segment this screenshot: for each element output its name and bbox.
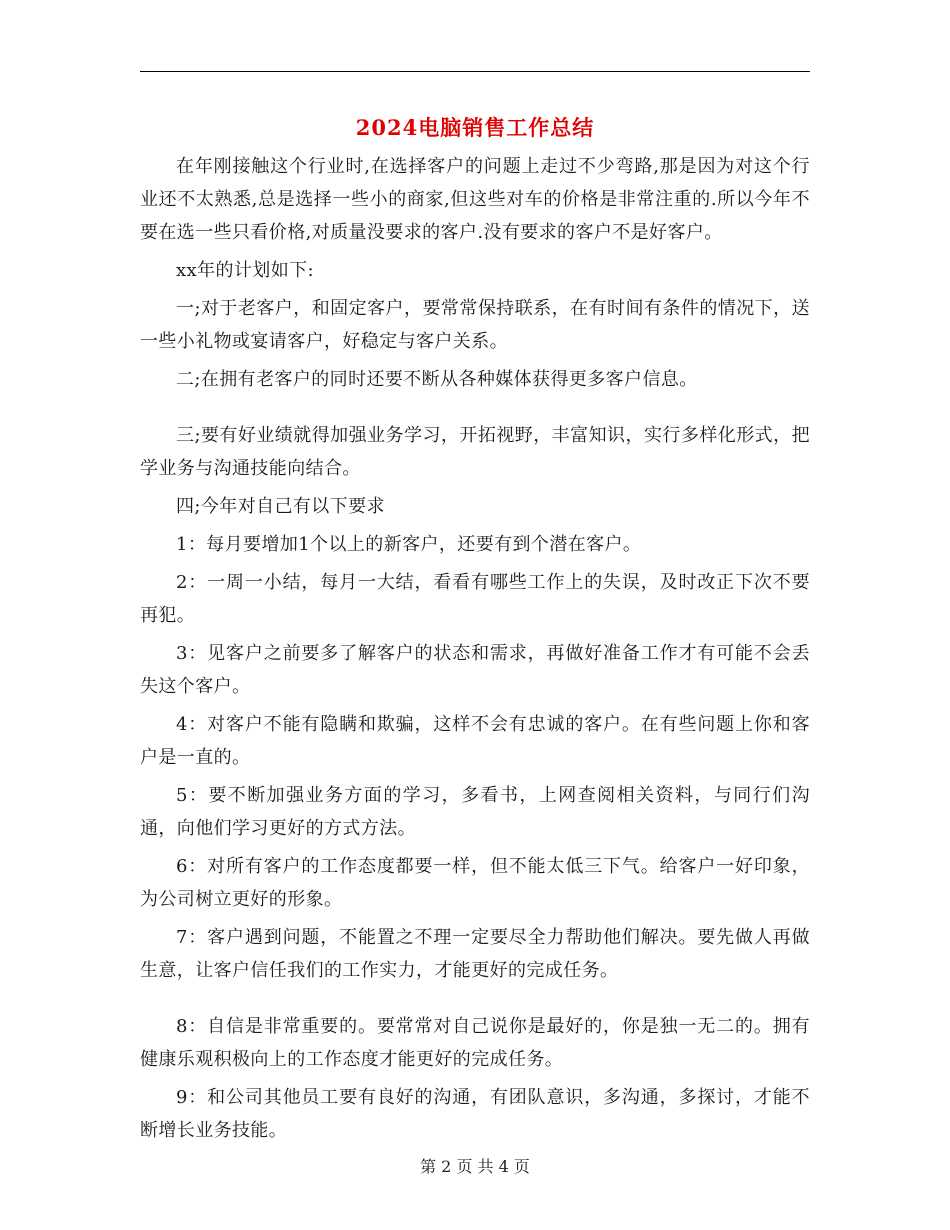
paragraph-plan-3: 三;要有好业绩就得加强业务学习，开拓视野，丰富知识，实行多样化形式，把学业务与沟通技能向结合。	[140, 425, 810, 479]
paragraph-plan-4: 四;今年对自己有以下要求	[176, 496, 385, 517]
paragraph-req-5: 5：要不断加强业务方面的学习，多看书，上网查阅相关资料，与同行们沟通，向他们学习更好的方式方法。	[140, 785, 810, 839]
paragraph-plan-1: 一;对于老客户，和固定客户，要常常保持联系，在有时间有条件的情况下，送一些小礼物或宴请客户，好稳定与客户关系。	[140, 298, 810, 352]
paragraph-plan-heading: xx年的计划如下:	[176, 260, 314, 281]
document-title: 2024电脑销售工作总结	[355, 115, 595, 140]
paragraph-req-8: 8：自信是非常重要的。要常常对自己说你是最好的，你是独一无二的。拥有健康乐观积极向上的工作态度才能更好的完成任务。	[140, 1016, 810, 1070]
paragraph-req-6: 6：对所有客户的工作态度都要一样，但不能太低三下气。给客户一好印象，为公司树立更好的形象。	[140, 856, 810, 910]
paragraph-req-3: 3：见客户之前要多了解客户的状态和需求，再做好准备工作才有可能不会丢失这个客户。	[140, 643, 810, 697]
paragraph-req-1: 1：每月要增加1个以上的新客户，还要有到个潜在客户。	[176, 534, 642, 555]
paragraph-plan-2: 二;在拥有老客户的同时还要不断从各种媒体获得更多客户信息。	[176, 369, 698, 390]
paragraph-req-9: 9：和公司其他员工要有良好的沟通，有团队意识，多沟通，多探讨，才能不断增长业务技能。	[140, 1087, 810, 1141]
document-body	[140, 150, 810, 1152]
paragraph-req-2: 2：一周一小结，每月一大结，看看有哪些工作上的失误，及时改正下次不要再犯。	[140, 572, 810, 626]
paragraph-intro: 在年刚接触这个行业时,在选择客户的问题上走过不少弯路,那是因为对这个行业还不太熟悉,总是选择一些小的商家,但这些对车的价格是非常注重的.所以今年不要在选一些只看价格,对质量没要求的客户.没有要求的客户不是好客户。	[140, 156, 810, 243]
page-number-footer: 第 2 页 共 4 页	[420, 1157, 530, 1176]
paragraph-req-7: 7：客户遇到问题，不能置之不理一定要尽全力帮助他们解决。要先做人再做生意，让客户信任我们的工作实力，才能更好的完成任务。	[140, 927, 810, 981]
header-rule	[140, 71, 810, 72]
paragraph-req-4: 4：对客户不能有隐瞒和欺骗，这样不会有忠诚的客户。在有些问题上你和客户是一直的。	[140, 714, 810, 768]
